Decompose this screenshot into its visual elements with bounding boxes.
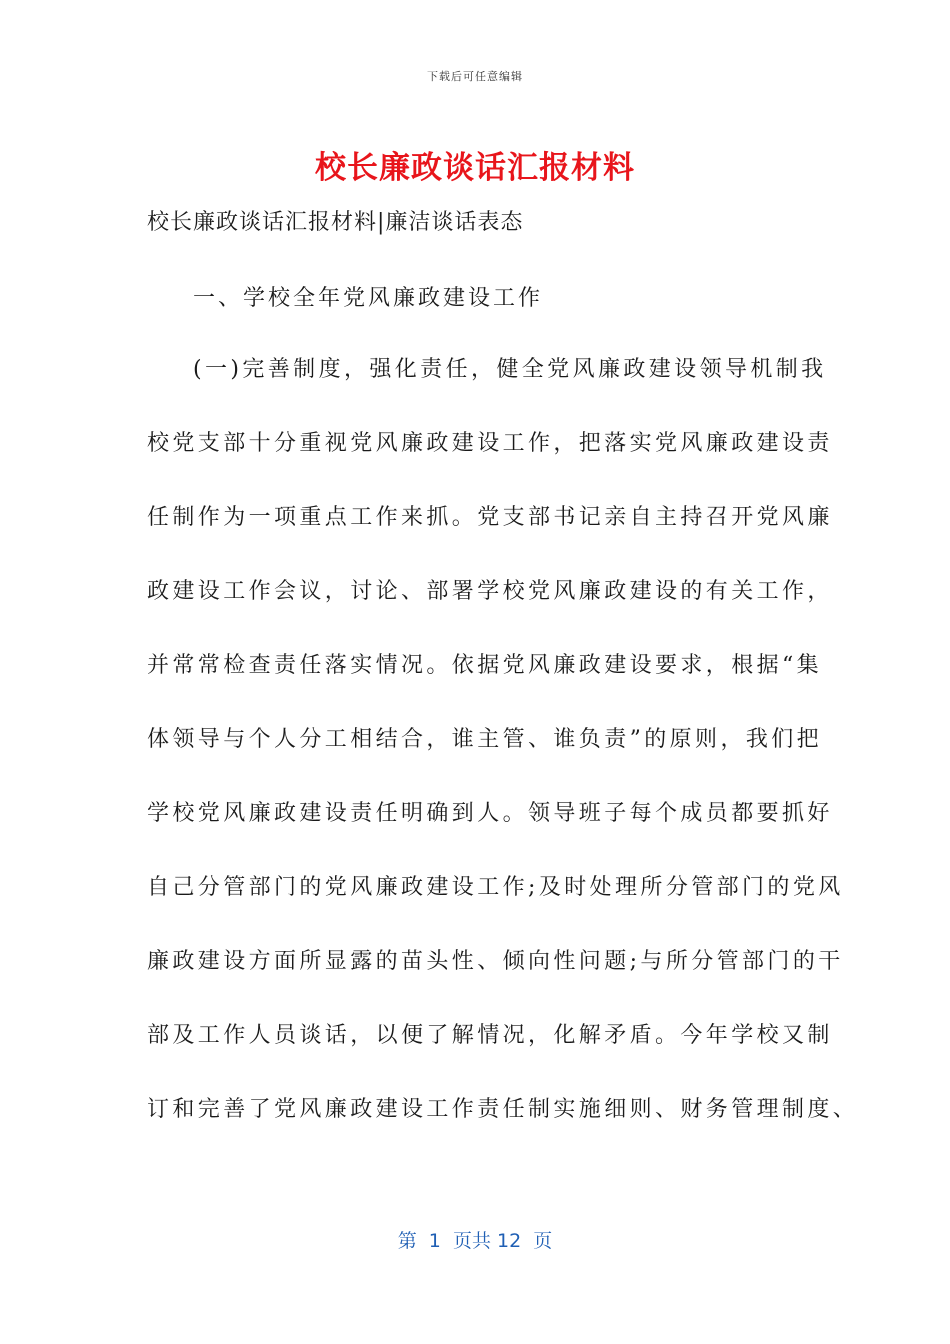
header-note: 下载后可任意编辑 — [427, 70, 523, 83]
body-line: 任制作为一项重点工作来抓。党支部书记亲自主持召开党风廉 — [147, 505, 833, 530]
section-heading: 一、学校全年党风廉政建设工作 — [193, 286, 544, 311]
body-line: 部及工作人员谈话，以便了解情况，化解矛盾。今年学校又制 — [147, 1023, 833, 1048]
body-line: (一)完善制度，强化责任，健全党风廉政建设领导机制我 — [193, 357, 827, 382]
body-line: 学校党风廉政建设责任明确到人。领导班子每个成员都要抓好 — [147, 801, 833, 826]
body-line: 校党支部十分重视党风廉政建设工作，把落实党风廉政建设责 — [147, 431, 833, 456]
body-line: 自己分管部门的党风廉政建设工作;及时处理所分管部门的党风 — [147, 875, 844, 900]
body-text — [147, 355, 859, 1169]
body-line: 并常常检查责任落实情况。依据党风廉政建设要求，根据“集 — [147, 653, 823, 678]
body-line: 体领导与个人分工相结合，谁主管、谁负责”的原则，我们把 — [147, 727, 823, 752]
document-subtitle: 校长廉政谈话汇报材料|廉洁谈话表态 — [147, 210, 524, 235]
document-title: 校长廉政谈话汇报材料 — [315, 150, 635, 186]
body-line: 政建设工作会议，讨论、部署学校党风廉政建设的有关工作， — [147, 579, 833, 604]
body-line: 廉政建设方面所显露的苗头性、倾向性问题;与所分管部门的干 — [147, 949, 844, 974]
body-line: 订和完善了党风廉政建设工作责任制实施细则、财务管理制度、 — [147, 1097, 859, 1122]
page-footer: 第 1 页共 12 页 — [397, 1230, 553, 1252]
